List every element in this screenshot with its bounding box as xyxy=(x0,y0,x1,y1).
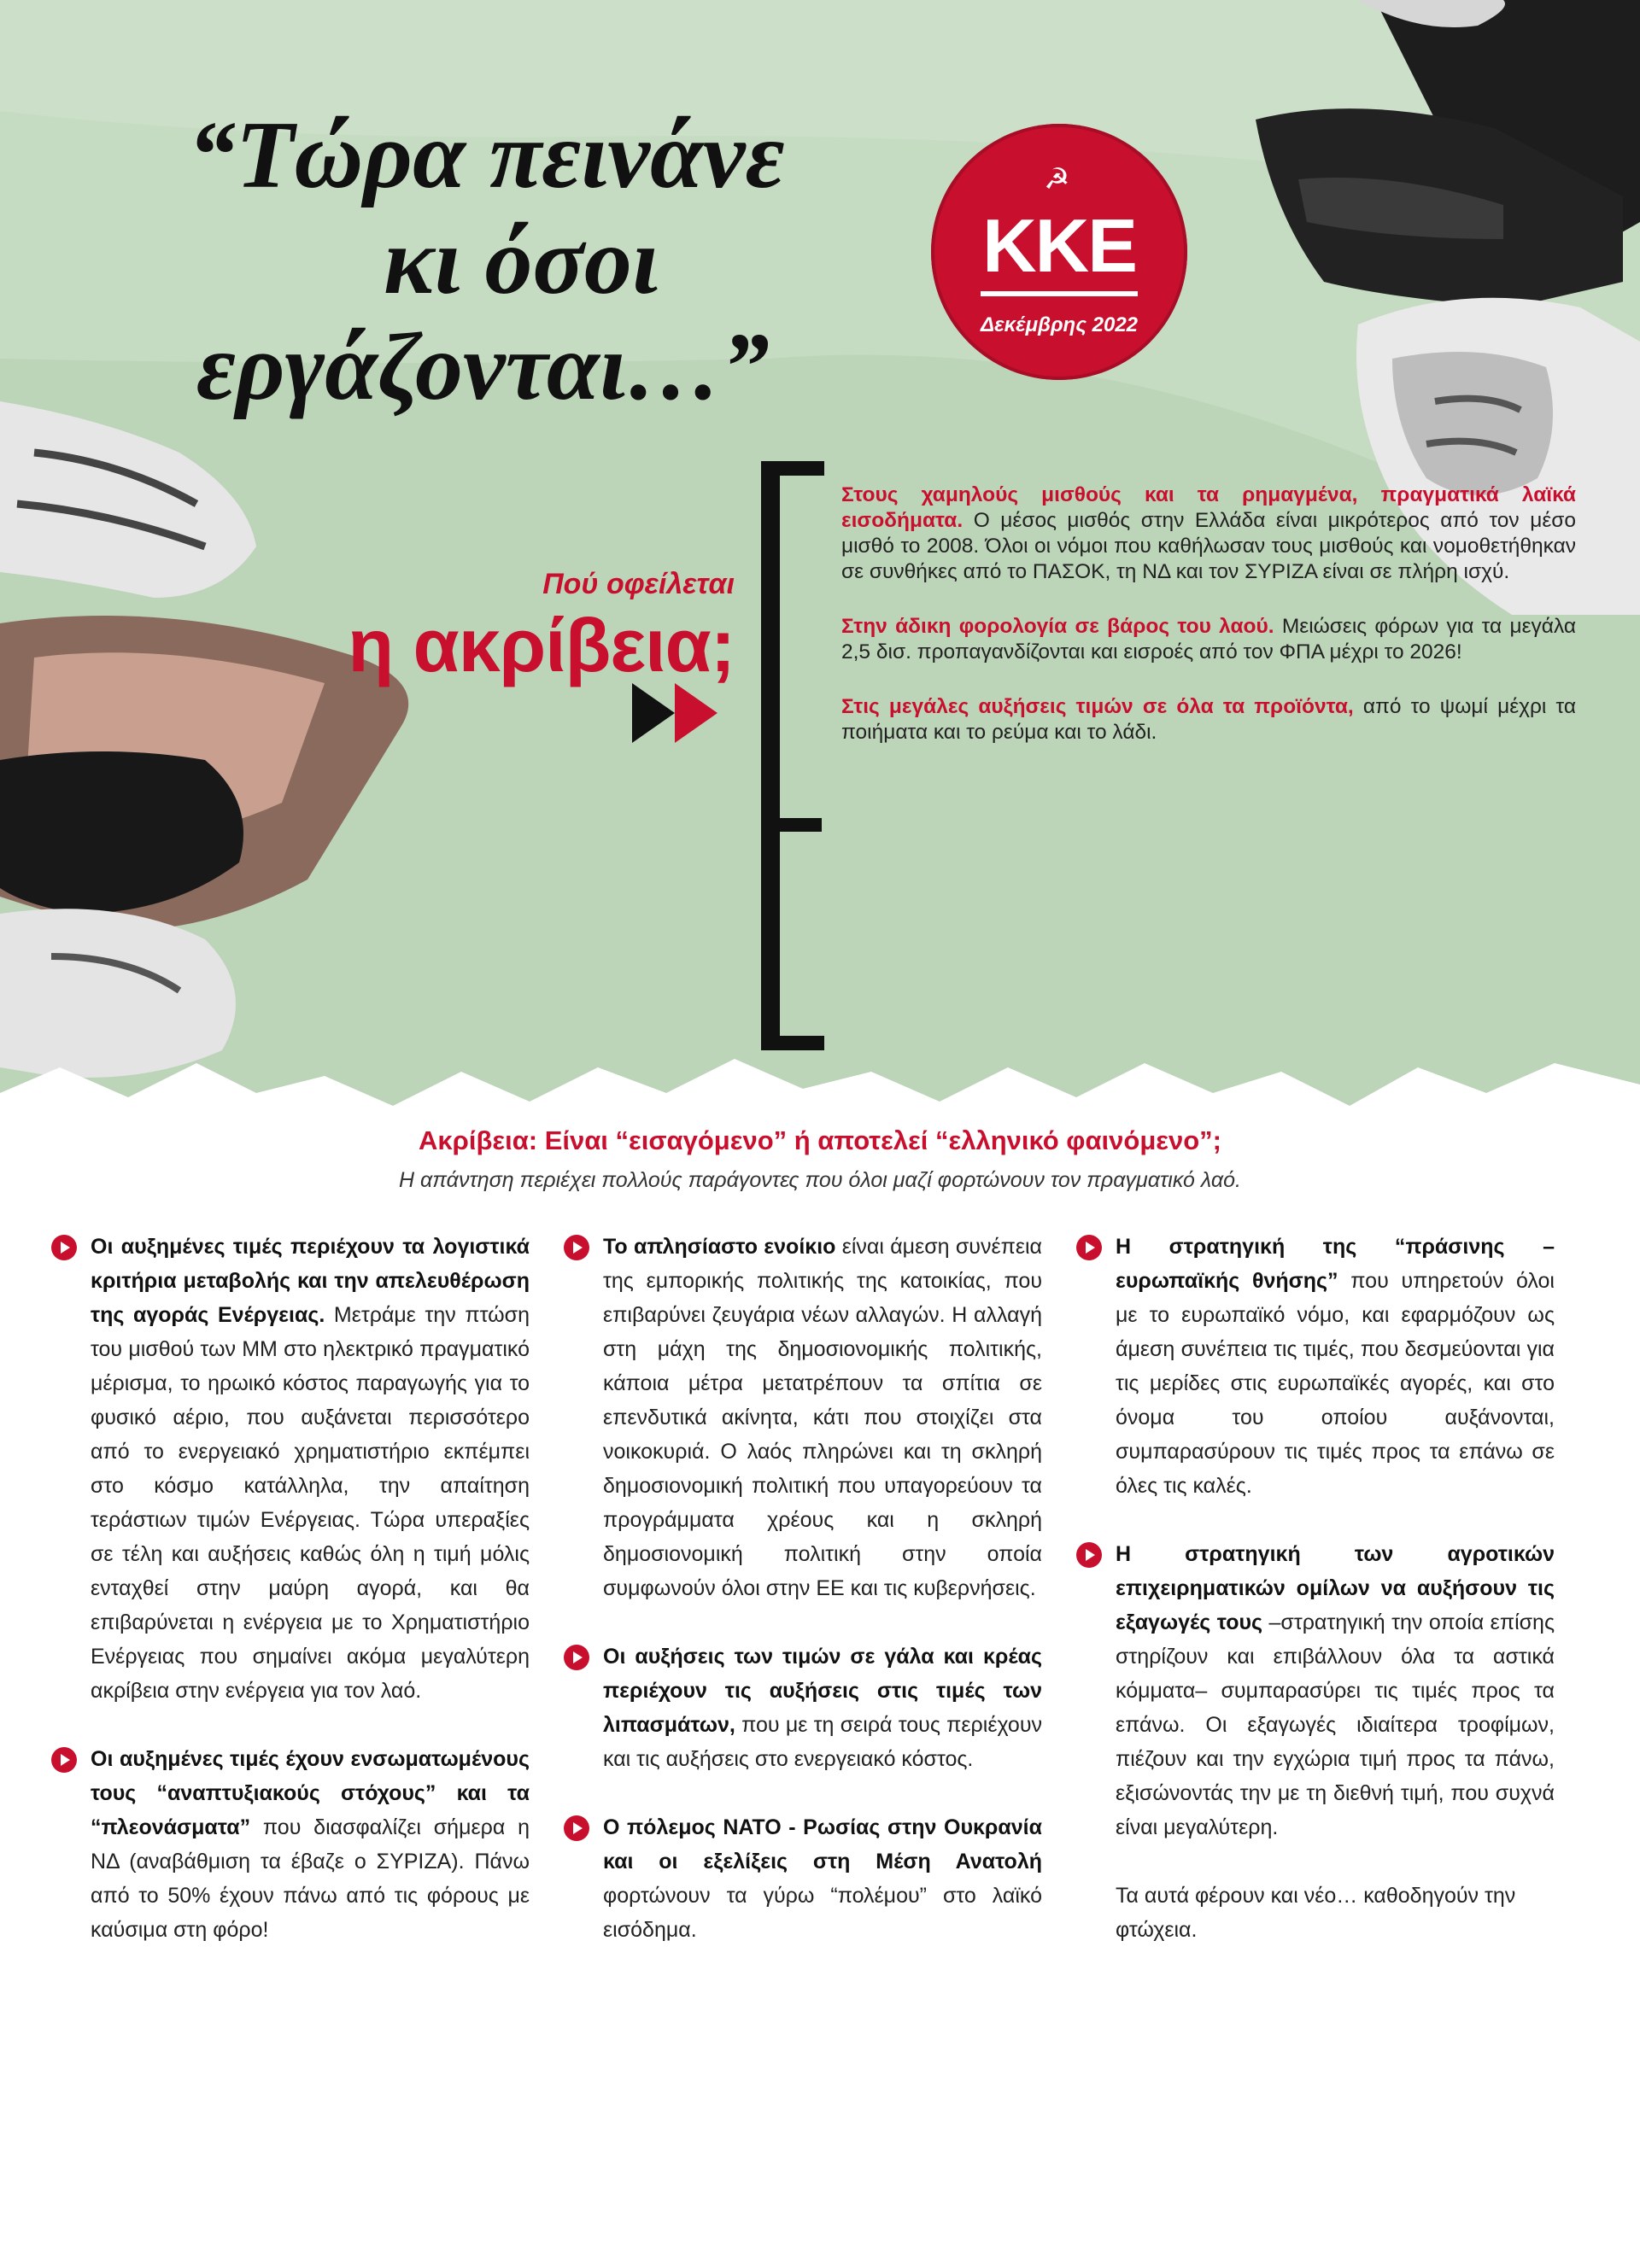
kke-logo-badge xyxy=(931,124,1187,380)
cause-item: Στους χαμηλούς μισθούς και τα ρημαγμένα, πραγματικά λαϊκά εισοδήματα. Ο μέσος μισθός στην Ελλάδα είναι μικρότερος από τον μέσο μισθό το 2008. Όλοι οι νόμοι που καθήλωσαν τους μισθούς και νομοθετήθηκαν σε συνθήκες από το ΠΑΣΟΚ, τη ΝΔ και τον ΣΥΡΙΖΑ είναι σε πλήρη ισχύ. xyxy=(841,482,1576,583)
text-column-1 xyxy=(51,1230,530,1981)
cause-item: Στην άδικη φορολογία σε βάρος του λαού. Μειώσεις φόρων για τα μεγάλα 2,5 δισ. προπαγανδίζονται και εισροές από τον ΦΠΑ μέχρι το 2026! xyxy=(841,614,1576,663)
quote-line-3: εργάζονται…” xyxy=(196,314,770,420)
list-item: Ο πόλεμος ΝΑΤΟ - Ρωσίας στην Ουκρανία και οι εξελίξεις στη Μέση Ανατολή φορτώνουν τα γύρω “πολέμου” στο λαϊκό εισόδημα. xyxy=(564,1810,1042,1947)
quote-line-1: “Τώρα πεινάνε xyxy=(188,102,785,208)
list-item: Οι αυξήσεις των τιμών σε γάλα και κρέας περιέχουν τις αυξήσεις στις τιμές των λιπασμάτων, που με τη σειρά τους περιέχουν και τις αυξήσεις στο ενεργειακό κόστος. xyxy=(564,1640,1042,1776)
red-arrow-bullet-icon xyxy=(51,1235,77,1260)
list-item: Οι αυξημένες τιμές περιέχουν τα λογιστικά κριτήρια μεταβολής και την απελευθέρωση της αγοράς Ενέργειας. Μετράμε την πτώση του μισθού των ΜΜ στο ηλεκτρικό πραγματικό μέρισμα, το ηρωικό κόστος παραγωγής για το φυσικό αέριο, που αυξάνεται περισσότερο από το ενεργειακό χρηματιστήριο εκπέμπει στο κόσμο κατάλληλα, την απαίτηση τεράστιων τιμών Ενέργειας. Τώρα υπεραξίες σε τέλη και αυξήσεις καθώς όλη η τιμή μόλις ενταχθεί στην μαύρη αγορά, και θα επιβαρύνεται η ενέργεια με το Χρηματιστήριο Ενέργειας που σημαίνει ακόμα μεγαλύτερη ακρίβεια στην ενέργεια για τον λαό. xyxy=(51,1230,530,1708)
red-arrow-bullet-icon xyxy=(1076,1542,1102,1568)
red-arrow-bullet-icon xyxy=(564,1235,589,1260)
causes-list xyxy=(841,461,1576,775)
hammer-sickle-icon: ☭ xyxy=(1044,163,1070,196)
section-lead: Η απάντηση περιέχει πολλούς παράγοντες που όλοι μαζί φορτώνουν τον πραγματικό λαό. xyxy=(399,1168,1241,1192)
section-title: Ακρίβεια: Είναι “εισαγόμενο” ή αποτελεί “ελληνικό φαινόμενο”; xyxy=(418,1125,1222,1155)
left-bracket-icon xyxy=(752,461,837,1050)
list-item: Το απλησίαστο ενοίκιο είναι άμεση συνέπεια της εμπορικής πολιτικής της κατοικίας, που επιβαρύνει ζευγάρια νέων αλλαγών. Η αλλαγή στη μάχη της δημοσιονομικής πολιτικής, κάποια μέτρα μετατρέπουν τα σπίτια σε επενδυτικά ακίνητα, κάτι που στοιχίζει στα νοικοκυριά. Ο λαός πληρώνει και τη σκληρή δημοσιονομική πολιτική που υπαγορεύουν τα προγράμματα χρέους και η σκληρή δημοσιονομική πολιτική στην οποία συμφωνούν όλοι στην ΕΕ και τις κυβερνήσεις. xyxy=(564,1230,1042,1605)
closing-text: Τα αυτά φέρουν και νέο… καθοδηγούν την φτώχεια. xyxy=(1116,1884,1516,1942)
kke-logo-text: ΚΚΕ xyxy=(982,203,1136,288)
red-arrow-bullet-icon xyxy=(1076,1235,1102,1260)
cause-item: Στις μεγάλες αυξήσεις τιμών σε όλα τα προϊόντα, από το ψωμί μέχρι τα ποιήματα και το ρεύμα και το λάδι. xyxy=(841,694,1576,744)
list-item: Η στρατηγική των αγροτικών επιχειρηματικών ομίλων να αυξήσουν τις εξαγωγές τους –στρατηγική την οποία επίσης στηρίζουν και επιβάλλουν όλα τα αστικά κόμματα– συμπαρασύρει τις τιμές προς τα επάνω. Οι εξαγωγές ιδιαίτερα τροφίμων, πιέζουν και την εγχώρια τιμή προς τα πάνω, εξισώνοντάς την με τη διεθνή τιμή, που συχνά είναι μεγαλύτερη. xyxy=(1076,1537,1555,1844)
question-small: Πού οφείλεται xyxy=(542,568,735,600)
text-column-2 xyxy=(564,1230,1042,1981)
double-arrow-icon xyxy=(632,683,726,743)
headline-quote xyxy=(188,102,940,420)
question-big: η ακρίβεια; xyxy=(348,603,735,687)
red-arrow-bullet-icon xyxy=(51,1747,77,1773)
badge-date: Δεκέμβρης 2022 xyxy=(980,313,1139,336)
red-arrow-bullet-icon xyxy=(564,1645,589,1670)
badge-divider xyxy=(981,291,1138,296)
quote-line-2: κι όσοι xyxy=(384,208,659,314)
text-column-3 xyxy=(1076,1230,1555,1947)
red-arrow-bullet-icon xyxy=(564,1815,589,1841)
hand-wallet-left-illustration xyxy=(0,401,461,1084)
list-item: Η στρατηγική της “πράσινης – ευρωπαϊκής θνήσης” που υπηρετούν όλοι με το ευρωπαϊκό νόμο, και εφαρμόζουν ως άμεση συνέπεια τις τιμές, που δεσμεύονται για τις μερίδες στις ευρωπαϊκές αγορές, και στο όνομα του οποίου αυξάνονται, συμπαρασύρουν τις τιμές προς τα επάνω σε όλες τις καλές. xyxy=(1076,1230,1555,1503)
list-item: Οι αυξημένες τιμές έχουν ενσωματωμένους τους “αναπτυξιακούς στόχους” και τα “πλεονάσματα” που διασφαλίζει σήμερα η ΝΔ (αναβάθμιση τα έβαζε ο ΣΥΡΙΖΑ). Πάνω από το 50% έχουν πάνω από τις φόρους με καύσιμα στη φόρο! xyxy=(51,1742,530,1947)
